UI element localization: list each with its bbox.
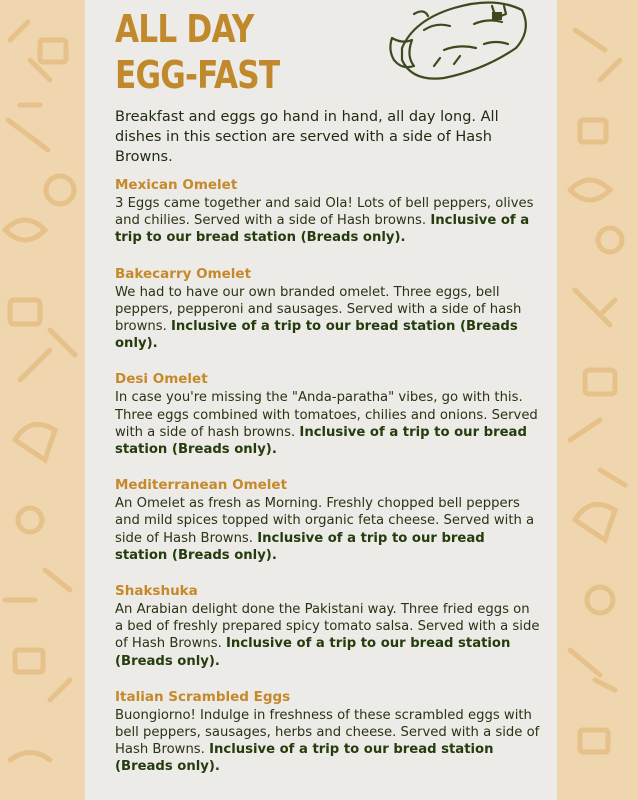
item-note: Inclusive of a trip to our bread station (Breads only). bbox=[115, 742, 494, 775]
item-description bbox=[115, 195, 540, 247]
item-description bbox=[115, 601, 540, 670]
menu-item-italian-scrambled-eggs bbox=[115, 688, 540, 776]
item-name: Mexican Omelet bbox=[115, 177, 238, 193]
item-description-text: An Omelet as fresh as Morning. Freshly chopped bell peppers and mild spices topped with organic feta cheese. Served with a side of Hash Browns. bbox=[115, 496, 535, 546]
item-note: Inclusive of a trip to our bread station (Breads only). bbox=[115, 530, 485, 563]
menu-item-desi-omelet bbox=[115, 370, 540, 458]
menu-item-mexican-omelet bbox=[115, 176, 540, 247]
item-note: Inclusive of a trip to our bread station (Breads only). bbox=[115, 424, 527, 458]
item-note: Inclusive of a trip to our bread station (Breads only). bbox=[115, 636, 511, 669]
item-description-text: An Arabian delight done the Pakistani way. Three fried eggs on a bed of freshly prepared spicy tomato salsa. Served with a side of Hash Browns. bbox=[115, 602, 540, 652]
item-description bbox=[115, 495, 540, 564]
title-line-2: EGG-FAST bbox=[115, 53, 280, 97]
menu-item-bakecarry-omelet bbox=[115, 265, 540, 353]
menu-item-shakshuka bbox=[115, 582, 540, 670]
item-description-text: 3 Eggs came together and said Ola! Lots of bell peppers, olives and chilies. Served with a side of Hash browns. bbox=[115, 196, 534, 229]
item-name: Mediterranean Omelet bbox=[115, 477, 288, 494]
item-name: Desi Omelet bbox=[115, 371, 208, 388]
section-title bbox=[115, 6, 279, 98]
section-intro: Breakfast and eggs go hand in hand, all day long. All dishes in this section are served with a side of Hash Browns. bbox=[115, 109, 499, 165]
item-name: Bakecarry Omelet bbox=[115, 265, 252, 282]
item-description-text: Buongiorno! Indulge in freshness of these scrambled eggs with bell peppers, sausages, herbs and cheese. Served with a side of Hash Browns. bbox=[115, 707, 540, 758]
item-name: Italian Scrambled Eggs bbox=[115, 688, 291, 705]
menu-item-mediterranean-omelet bbox=[115, 476, 540, 564]
burrito-icon bbox=[384, 0, 534, 95]
item-name: Shakshuka bbox=[115, 583, 198, 600]
item-description-text: In case you're missing the "Anda-paratha" vibes, go with this. Three eggs combined with tomatoes, chilies and onions. Served with a side of hash browns. bbox=[115, 390, 538, 440]
menu-item-list bbox=[115, 176, 540, 794]
item-note: Inclusive of a trip to our bread station (Breads only). bbox=[115, 213, 530, 246]
item-note: Inclusive of a trip to our bread station (Breads only). bbox=[115, 319, 518, 352]
title-line-1: ALL DAY bbox=[115, 7, 254, 51]
item-description bbox=[115, 389, 540, 458]
item-description bbox=[115, 707, 540, 776]
item-description-text: We had to have our own branded omelet. Three eggs, bell peppers, pepperoni and sausages. Served with a side of hash browns. bbox=[115, 284, 522, 335]
item-description bbox=[115, 284, 540, 353]
